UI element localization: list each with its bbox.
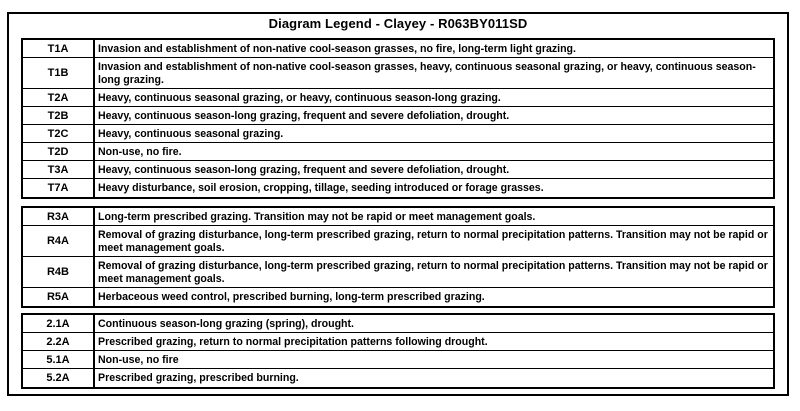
row-code: T2D bbox=[23, 143, 95, 160]
row-description: Heavy, continuous season-long grazing, frequent and severe defoliation, drought. bbox=[98, 163, 510, 176]
row-description: Herbaceous weed control, prescribed burning, long-term prescribed grazing. bbox=[98, 291, 485, 304]
row-description: Heavy disturbance, soil erosion, cropping, tillage, seeding introduced or forage grasses. bbox=[98, 182, 544, 195]
legend-row bbox=[23, 369, 773, 387]
legend-row bbox=[23, 226, 773, 257]
row-description: Invasion and establishment of non-native cool-season grasses, no fire, long-term light grazing. bbox=[98, 42, 576, 55]
legend-row bbox=[23, 107, 773, 125]
legend-row bbox=[23, 257, 773, 288]
legend-row bbox=[23, 89, 773, 107]
row-description: Heavy, continuous seasonal grazing, or heavy, continuous season-long grazing. bbox=[98, 91, 501, 104]
diagram-legend bbox=[7, 12, 789, 396]
row-code: R3A bbox=[23, 208, 95, 225]
row-code: 5.2A bbox=[23, 369, 95, 387]
row-description: Long-term prescribed grazing. Transition may not be rapid or meet management goals. bbox=[98, 210, 536, 223]
row-description: Removal of grazing disturbance, long-term prescribed grazing, return to normal precipitation patterns. Transition may not be rapid or meet management goals. bbox=[98, 260, 768, 285]
legend-row bbox=[23, 351, 773, 369]
row-code: T2B bbox=[23, 107, 95, 124]
row-code: R5A bbox=[23, 288, 95, 306]
row-code: T3A bbox=[23, 161, 95, 178]
row-code: 5.1A bbox=[23, 351, 95, 368]
legend-row bbox=[23, 315, 773, 333]
row-description: Invasion and establishment of non-native cool-season grasses, heavy, continuous seasonal grazing, or heavy, continuous season-long grazing. bbox=[98, 61, 756, 86]
row-code: T2C bbox=[23, 125, 95, 142]
row-code: T2A bbox=[23, 89, 95, 106]
row-description: Heavy, continuous seasonal grazing. bbox=[98, 127, 284, 140]
row-code: 2.1A bbox=[23, 315, 95, 332]
legend-row bbox=[23, 288, 773, 306]
legend-row bbox=[23, 40, 773, 58]
row-description: Non-use, no fire. bbox=[98, 145, 182, 158]
row-description: Prescribed grazing, return to normal precipitation patterns following drought. bbox=[98, 335, 488, 348]
row-description: Non-use, no fire bbox=[98, 353, 179, 366]
row-code: R4A bbox=[23, 226, 95, 256]
row-description: Prescribed grazing, prescribed burning. bbox=[98, 372, 299, 385]
legend-title: Diagram Legend - Clayey - R063BY011SD bbox=[268, 16, 528, 31]
legend-row bbox=[23, 333, 773, 351]
row-code: T1B bbox=[23, 58, 95, 88]
row-description: Continuous season-long grazing (spring), drought. bbox=[98, 317, 354, 330]
legend-row bbox=[23, 179, 773, 197]
legend-row bbox=[23, 125, 773, 143]
transition-group-t bbox=[21, 38, 775, 199]
row-code: T1A bbox=[23, 40, 95, 57]
legend-row bbox=[23, 161, 773, 179]
pathway-group bbox=[21, 313, 775, 389]
legend-row bbox=[23, 208, 773, 226]
row-description: Heavy, continuous season-long grazing, frequent and severe defoliation, drought. bbox=[98, 109, 510, 122]
legend-row bbox=[23, 143, 773, 161]
legend-row bbox=[23, 58, 773, 89]
restoration-group-r bbox=[21, 206, 775, 308]
row-code: 2.2A bbox=[23, 333, 95, 350]
row-code: T7A bbox=[23, 179, 95, 197]
row-description: Removal of grazing disturbance, long-term prescribed grazing, return to normal precipitation patterns. Transition may not be rapid or meet management goals. bbox=[98, 229, 768, 254]
row-code: R4B bbox=[23, 257, 95, 287]
